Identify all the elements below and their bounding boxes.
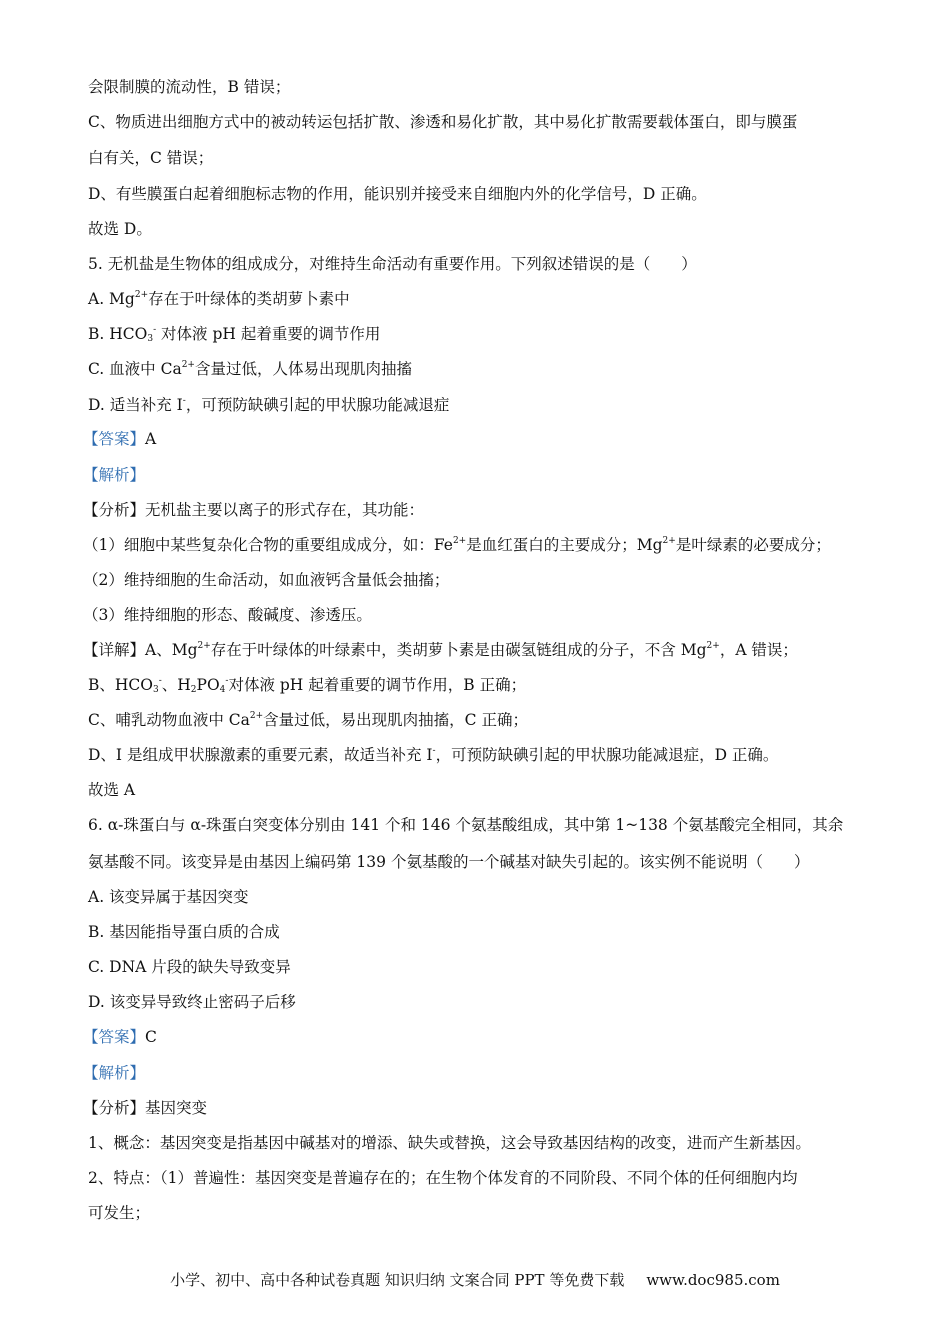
q5-xiangjie-2: B、$HCO_3^-$、$H_2PO_4^-$对体液 pH 起着重要的调节作用，B 正确； [88, 676, 527, 695]
q5-option-c: C. 血液中 $Ca^{2+}$含量过低，人体易出现肌肉抽搐 [88, 360, 412, 378]
q5-xiangjie-1: 【详解】A、$Mg^{2+}$存在于叶绿体的叶绿素中，类胡萝卜素是由碳氢链组成的分子，不含 $Mg^{2+}$，A 错误； [83, 641, 798, 659]
q6-option-b: B. 基因能指导蛋白质的合成 [88, 923, 280, 941]
q5-answer: 【答案】A [83, 430, 157, 448]
q5-option-a: A. $Mg^{2+}$存在于叶绿体的类胡萝卜素中 [88, 290, 350, 308]
question-6-stem-2: 氨基酸不同。该变异是由基因上编码第 139 个氨基酸的一个碱基对缺失引起的。该实例不能说明（ ） [88, 853, 810, 871]
q5-analysis-tag: 【解析】 [83, 466, 146, 484]
text-line: C、物质进出细胞方式中的被动转运包括扩散、渗透和易化扩散，其中易化扩散需要载体蛋白，即与膜蛋 [88, 113, 798, 131]
q5-fenxi: 【分析】无机盐主要以离子的形式存在，其功能： [83, 501, 425, 519]
question-5-stem: 5. 无机盐是生物体的组成成分，对维持生命活动有重要作用。下列叙述错误的是（ ） [88, 255, 697, 273]
footer-link[interactable]: www.doc985.com [646, 1271, 780, 1289]
q6-paragraph-2: 2、特点：（1）普遍性：基因突变是普遍存在的；在生物个体发育的不同阶段、不同个体的任何细胞内均 [88, 1169, 798, 1187]
q5-xiangjie-4: D、I 是组成甲状腺激素的重要元素，故适当补充 I-，可预防缺碘引起的甲状腺功能减退症，D 正确。 [88, 746, 779, 764]
q5-option-d: D. 适当补充 I-，可预防缺碘引起的甲状腺功能减退症 [88, 396, 450, 414]
footer-text: 小学、初中、高中各种试卷真题 知识归纳 文案合同 PPT 等免费下载 [170, 1271, 625, 1289]
question-6-stem-1: 6. α-珠蛋白与 α-珠蛋白突变体分别由 141 个和 146 个氨基酸组成，其中第 1~138 个氨基酸完全相同，其余 [88, 816, 844, 834]
q5-fenxi-2: （2）维持细胞的生命活动，如血液钙含量低会抽搐； [83, 571, 450, 589]
q6-paragraph-3: 可发生； [88, 1204, 151, 1222]
text-line: 白有关，C 错误； [88, 149, 214, 167]
q5-choose: 故选 A [88, 781, 136, 799]
q6-fenxi: 【分析】基因突变 [83, 1099, 208, 1117]
q6-paragraph-1: 1、概念：基因突变是指基因中碱基对的增添、缺失或替换，这会导致基因结构的改变，进而产生新基因。 [88, 1134, 811, 1152]
answer-tag: 【答案】 [83, 430, 146, 448]
q5-fenxi-1: （1）细胞中某些复杂化合物的重要组成成分，如：$Fe^{2+}$是血红蛋白的主要成分；$Mg^{2+}$是叶绿素的必要成分； [83, 536, 831, 554]
q5-xiangjie-3: C、哺乳动物血液中 $Ca^{2+}$含量过低，易出现肌肉抽搐，C 正确； [88, 711, 528, 729]
q6-answer: 【答案】C [83, 1028, 157, 1046]
q6-option-c: C. DNA 片段的缺失导致变异 [88, 958, 291, 976]
page-footer [0, 1270, 950, 1290]
q5-option-b: B. $HCO_3^-$ 对体液 pH 起着重要的调节作用 [88, 325, 381, 344]
text-line: D、有些膜蛋白起着细胞标志物的作用，能识别并接受来自细胞内外的化学信号，D 正确。 [88, 185, 707, 203]
q5-fenxi-3: （3）维持细胞的形态、酸碱度、渗透压。 [83, 606, 372, 624]
answer-tag: 【答案】 [83, 1028, 146, 1046]
q6-option-a: A. 该变异属于基因突变 [88, 888, 249, 906]
q6-option-d: D. 该变异导致终止密码子后移 [88, 993, 296, 1011]
q6-analysis-tag: 【解析】 [83, 1064, 146, 1082]
text-line: 故选 D。 [88, 220, 152, 238]
text-line: 会限制膜的流动性，B 错误； [88, 78, 291, 96]
